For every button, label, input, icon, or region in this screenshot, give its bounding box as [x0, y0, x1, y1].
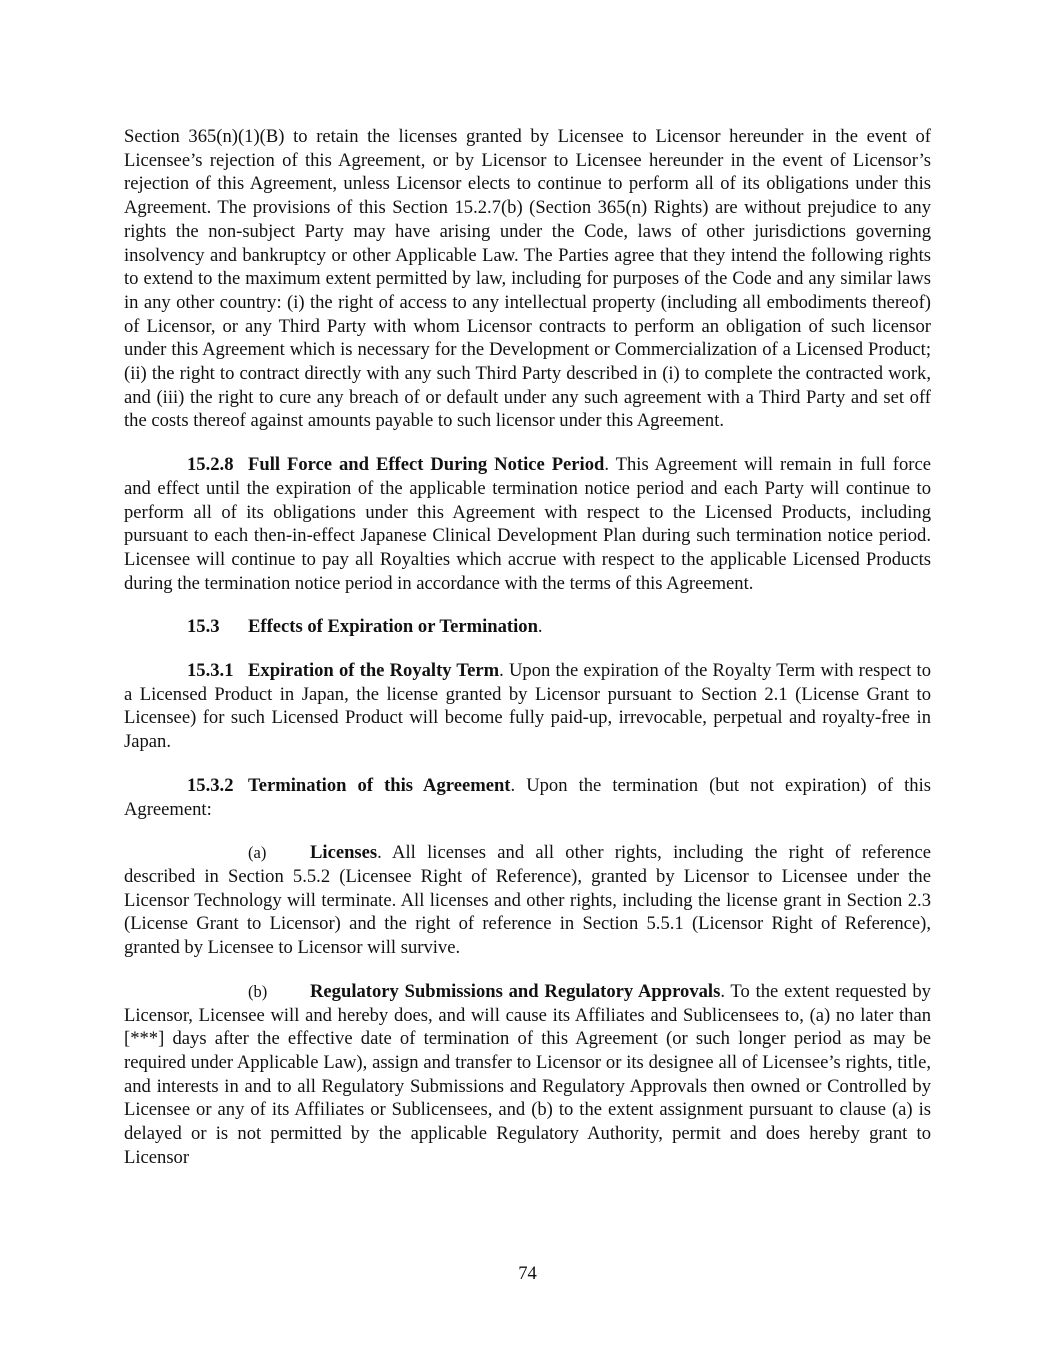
section-heading: Expiration of the Royalty Term	[248, 660, 500, 682]
section-body: .	[537, 616, 543, 638]
section-15-3-1	[124, 659, 931, 754]
subsection-b-regulatory	[124, 980, 931, 1170]
paragraph-section-365n-continued: Section 365(n)(1)(B) to retain the licenses granted by Licensee to Licensor hereunder in the event of Licensee’s rejection of this Agreement, or by Licensor to Licensee hereunder in the event of Licensor’s rejection of this Agreement, unless Licensor elects to continue to perform all of its obligations under this Agreement. The provisions of this Section 15.2.7(b) (Section 365(n) Rights) are without prejudice to any rights the non-subject Party may have arising under the Code, laws of other jurisdictions governing insolvency and bankruptcy or other Applicable Law. The Parties agree that they intend the following rights to extend to the maximum extent permitted by law, including for purposes of the Code and any similar laws in any other country: (i) the right of access to any intellectual property (including all embodiments thereof) of Licensor, or any Third Party with whom Licensor contracts to perform an obligation of such licensor under this Agreement which is necessary for the Development or Commercialization of a Licensed Product; (ii) the right to contract directly with any such Third Party described in (i) to complete the contracted work, and (iii) the right to cure any breach of or default under any such agreement with a Third Party and set off the costs thereof against amounts payable to such licensor under this Agreement.	[124, 126, 931, 432]
section-number: 15.3.1	[187, 660, 234, 682]
section-number: 15.3	[187, 616, 220, 638]
document-page	[124, 125, 931, 1169]
section-number: 15.2.8	[187, 454, 234, 476]
section-body: . This Agreement will remain in full force and effect until the expiration of the applicable termination notice period and each Party will continue to perform all of its obligations under this Agreement with respect to the Licensed Products, including pursuant to each then-in-effect Japanese Clinical Development Plan during such termination notice period. Licensee will continue to pay all Royalties which accrue with respect to the applicable Licensed Products during the termination notice period in accordance with the terms of this Agreement.	[124, 454, 931, 594]
section-15-3-2	[124, 774, 931, 821]
subsection-heading: Licenses	[310, 842, 378, 864]
section-body: . Upon the termination (but not expiration) of this Agreement:	[124, 774, 931, 820]
section-body: . Upon the expiration of the Royalty Term with respect to a Licensed Product in Japan, the license granted by Licensor pursuant to Section 2.1 (License Grant to Licensee) for such Licensed Product will become fully paid-up, irrevocable, perpetual and royalty-free in Japan.	[124, 660, 931, 753]
subsection-label: (a)	[248, 843, 267, 863]
section-heading: Full Force and Effect During Notice Period	[248, 454, 605, 476]
section-15-2-8	[124, 453, 931, 595]
subsection-label: (b)	[248, 981, 268, 1001]
page-number: 74	[518, 1263, 537, 1284]
section-heading: Termination of this Agreement	[248, 774, 511, 796]
subsection-body: . To the extent requested by Licensor, Licensee will and hereby does, and will cause its Affiliates and Sublicensees to, (a) no later than [***] days after the effective date of termination of this Agreement (or such longer period as may be required under Applicable Law), assign and transfer to Licensor or its designee all of Licensee’s rights, title, and interests in and to all Regulatory Submissions and Regulatory Approvals then owned or Controlled by Licensee or any of its Affiliates or Sublicensees, and (b) to the extent assignment pursuant to clause (a) is delayed or is not permitted by the applicable Regulatory Authority, permit and does hereby grant to Licensor	[124, 980, 931, 1168]
section-number: 15.3.2	[187, 774, 234, 796]
subsection-heading: Regulatory Submissions and Regulatory Approvals	[310, 980, 721, 1002]
section-15-3	[124, 615, 931, 639]
section-heading: Effects of Expiration or Termination	[248, 616, 538, 638]
subsection-body: . All licenses and all other rights, including the right of reference described in Section 5.5.2 (Licensee Right of Reference), granted by Licensor to Licensee under the Licensor Technology will terminate. All licenses and other rights, including the license grant in Section 2.3 (License Grant to Licensor) and the right of reference in Section 5.5.1 (Licensor Right of Reference), granted by Licensee to Licensor will survive.	[124, 842, 931, 959]
subsection-a-licenses	[124, 841, 931, 960]
